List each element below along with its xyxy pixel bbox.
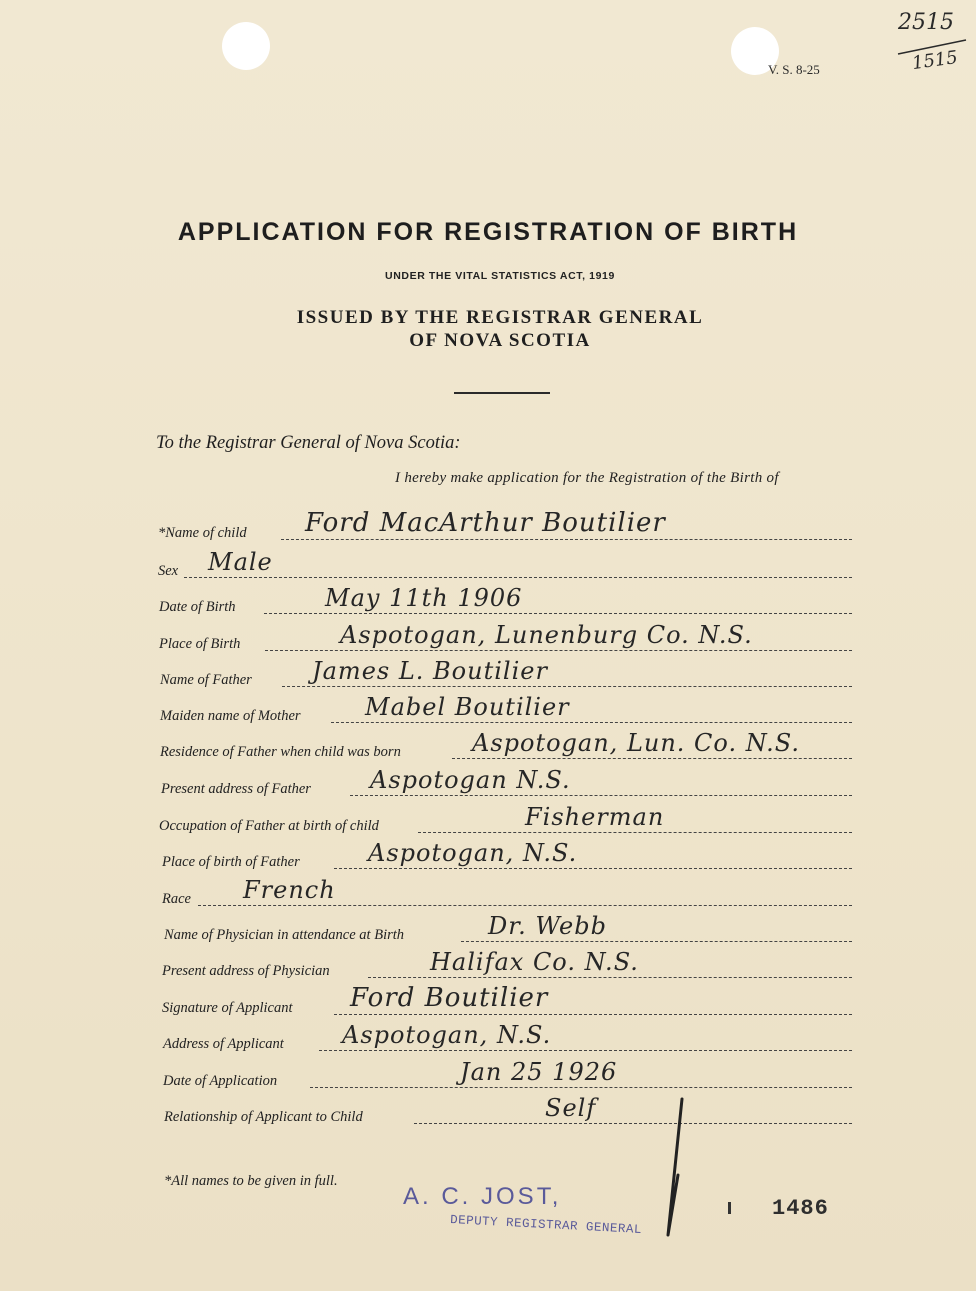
- field-label: Address of Applicant: [163, 1036, 284, 1052]
- handwritten-value: Male: [208, 548, 273, 576]
- field-label: Present address of Physician: [162, 963, 330, 979]
- dotted-line: [265, 650, 852, 651]
- field-label: Race: [162, 891, 191, 907]
- dotted-line: [452, 758, 852, 759]
- field-race: [0, 876, 976, 910]
- handwritten-value: Ford Boutilier: [350, 983, 549, 1013]
- corner-note-top: 2515: [898, 10, 954, 35]
- field-label: Occupation of Father at birth of child: [159, 818, 379, 834]
- field-father-birthplace: [0, 839, 976, 873]
- field-father-name: [0, 657, 976, 691]
- field-physician-name: [0, 912, 976, 946]
- handwritten-value: Self: [545, 1094, 597, 1122]
- field-label: Name of Physician in attendance at Birth: [164, 927, 405, 943]
- handwritten-value: Aspotogan, Lun. Co. N.S.: [472, 729, 801, 757]
- field-applicant-signature: [0, 983, 976, 1019]
- form-subtitle: UNDER THE VITAL STATISTICS ACT, 1919: [385, 270, 615, 282]
- dotted-line: [282, 686, 852, 687]
- field-mother-maiden-name: [0, 693, 976, 727]
- dotted-line: [350, 795, 852, 796]
- corner-note-divider: [896, 36, 970, 58]
- field-label: Relationship of Applicant to Child: [164, 1109, 363, 1125]
- field-father-present-address: [0, 766, 976, 800]
- handwritten-value: Aspotogan, N.S.: [368, 839, 578, 867]
- handwritten-value: Aspotogan, N.S.: [342, 1021, 552, 1049]
- dotted-line: [334, 868, 852, 869]
- field-application-date: [0, 1058, 976, 1092]
- field-place-of-birth: [0, 621, 976, 655]
- handwritten-value: Mabel Boutilier: [365, 693, 570, 721]
- dotted-line: [414, 1123, 852, 1124]
- field-label: Maiden name of Mother: [160, 708, 301, 724]
- handwritten-value: Aspotogan N.S.: [370, 766, 571, 794]
- corner-note-bottom: 1515: [910, 46, 960, 75]
- handwritten-value: Ford MacArthur Boutilier: [305, 508, 666, 538]
- footnote: *All names to be given in full.: [164, 1173, 338, 1189]
- field-sex: [0, 548, 976, 582]
- registration-number: 1486: [772, 1196, 829, 1221]
- field-label: Name of Father: [160, 672, 252, 688]
- field-label: Place of birth of Father: [162, 854, 300, 870]
- issuer-line-1: ISSUED BY THE REGISTRAR GENERAL: [296, 307, 704, 328]
- dotted-line: [368, 977, 852, 978]
- field-label: Residence of Father when child was born: [160, 744, 401, 760]
- dotted-line: [461, 941, 852, 942]
- dotted-line: [331, 722, 852, 723]
- field-applicant-relationship: [0, 1094, 976, 1128]
- handwritten-value: James L. Boutilier: [312, 657, 548, 685]
- handwritten-value: Dr. Webb: [488, 912, 607, 940]
- dotted-line: [264, 613, 852, 614]
- field-label: Date of Birth: [159, 599, 236, 615]
- field-child-name: [0, 508, 976, 544]
- issuer-line-2: OF NOVA SCOTIA: [409, 330, 591, 351]
- handwritten-value: May 11th 1906: [325, 584, 523, 612]
- dotted-line: [281, 539, 852, 540]
- field-label: *Name of child: [158, 525, 247, 541]
- form-title: APPLICATION FOR REGISTRATION OF BIRTH: [177, 218, 799, 246]
- punch-hole-left: [222, 22, 270, 70]
- handwritten-value: Jan 25 1926: [460, 1058, 618, 1086]
- salutation: To the Registrar General of Nova Scotia:: [156, 433, 461, 453]
- dotted-line: [334, 1014, 852, 1015]
- field-date-of-birth: [0, 584, 976, 618]
- header-rule: [454, 392, 550, 394]
- handwritten-value: Fisherman: [525, 803, 665, 831]
- tick-mark: [728, 1202, 731, 1214]
- dotted-line: [319, 1050, 852, 1051]
- registrar-stamp-title: DEPUTY REGISTRAR GENERAL: [449, 1212, 643, 1238]
- handwritten-value: Aspotogan, Lunenburg Co. N.S.: [340, 621, 753, 649]
- field-applicant-address: [0, 1021, 976, 1055]
- field-physician-address: [0, 948, 976, 982]
- handwritten-value: French: [243, 876, 336, 904]
- field-label: Date of Application: [163, 1073, 278, 1089]
- field-father-occupation: [0, 803, 976, 837]
- registrar-stamp-name: A. C. JOST,: [403, 1183, 562, 1210]
- field-father-residence: [0, 729, 976, 763]
- dotted-line: [418, 832, 852, 833]
- dotted-line: [184, 577, 852, 578]
- intro-text: I hereby make application for the Registration of the Birth of: [395, 470, 779, 486]
- field-label: Place of Birth: [159, 636, 241, 652]
- pen-mark: [648, 1095, 698, 1245]
- handwritten-value: Halifax Co. N.S.: [430, 948, 639, 976]
- field-label: Signature of Applicant: [162, 1000, 293, 1016]
- dotted-line: [310, 1087, 852, 1088]
- field-label: Present address of Father: [161, 781, 311, 797]
- field-label: Sex: [158, 563, 179, 579]
- dotted-line: [198, 905, 852, 906]
- form-code: V. S. 8-25: [768, 62, 820, 77]
